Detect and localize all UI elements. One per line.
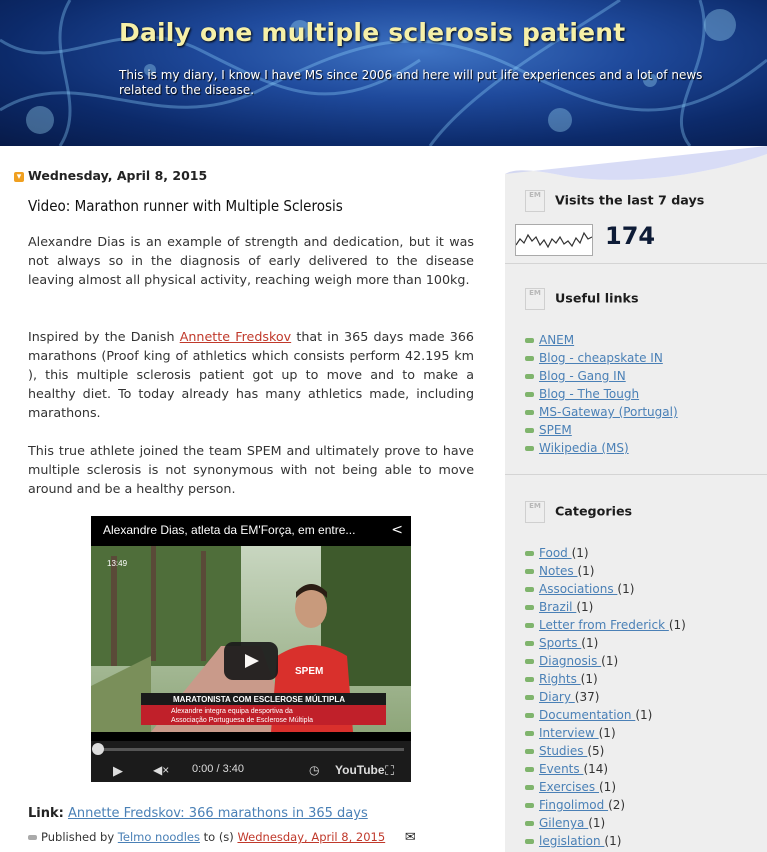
category-link[interactable]: Gilenya [539, 816, 589, 830]
sidebar-separator [505, 474, 767, 475]
bullet-icon [525, 731, 534, 736]
bullet-icon [525, 338, 534, 343]
link-label: Link: [28, 806, 64, 821]
bullet-icon [525, 749, 534, 754]
category-count: (1) [581, 636, 599, 650]
category-link[interactable]: Food [539, 546, 572, 560]
bullet-icon [525, 821, 534, 826]
category-count: (2) [608, 798, 626, 812]
list-item [525, 706, 686, 724]
list-item [525, 331, 678, 349]
blog-title[interactable]: Daily one multiple sclerosis patient [119, 18, 626, 47]
category-count: (1) [635, 708, 653, 722]
category-link[interactable]: Studies [539, 744, 588, 758]
category-link[interactable]: Associations [539, 582, 618, 596]
category-count: (14) [583, 762, 609, 776]
post-title[interactable]: Video: Marathon runner with Multiple Sclerosis [28, 197, 343, 215]
category-link[interactable]: Diagnosis [539, 654, 602, 668]
bullet-icon [525, 374, 534, 379]
mute-volume-icon[interactable]: ◀× [153, 763, 170, 777]
category-count: (5) [587, 744, 605, 758]
p2-text-before: Inspired by the Danish [28, 329, 180, 344]
category-count: (1) [601, 654, 619, 668]
category-count: (1) [588, 816, 606, 830]
bullet-icon [525, 410, 534, 415]
list-item [525, 778, 686, 796]
category-link[interactable]: Notes [539, 564, 578, 578]
video-frame-illustration [91, 546, 411, 732]
byline-to: to (s) [203, 830, 234, 844]
visits-count: 174 [605, 222, 656, 250]
list-item [525, 544, 686, 562]
useful-links-list [525, 331, 678, 457]
blog-header [0, 0, 767, 146]
author-link[interactable]: Telmo noodles [117, 830, 200, 844]
bullet-icon [525, 695, 534, 700]
bullet-icon [525, 392, 534, 397]
list-item [525, 796, 686, 814]
youtube-video-embed[interactable] [91, 516, 411, 782]
categories-widget-title [525, 501, 632, 523]
useful-links-widget-title [525, 288, 639, 310]
sidebar [505, 146, 767, 852]
useful-link-anem[interactable]: ANEM [539, 333, 575, 347]
visits-sparkline [515, 224, 593, 256]
post-byline [28, 830, 416, 845]
bullet-icon [525, 587, 534, 592]
category-link[interactable]: Letter from Frederick [539, 618, 669, 632]
bullet-icon [525, 785, 534, 790]
bullet-icon [525, 551, 534, 556]
sidebar-separator [505, 263, 767, 264]
category-link[interactable]: Fingolimod [539, 798, 609, 812]
bullet-icon [525, 446, 534, 451]
em-logo-icon: EM [525, 501, 545, 523]
category-link[interactable]: Sports [539, 636, 582, 650]
visits-widget-title [525, 190, 704, 212]
watch-later-clock-icon[interactable]: ◷ [309, 763, 320, 777]
video-thumbnail[interactable] [91, 546, 411, 732]
post-link-line [28, 806, 368, 821]
list-item [525, 421, 678, 439]
category-count: (1) [668, 618, 686, 632]
list-item [525, 742, 686, 760]
category-link[interactable]: Interview [539, 726, 599, 740]
list-item [525, 385, 678, 403]
sidebar-wave-decoration [505, 146, 767, 186]
em-logo-icon: EM [525, 288, 545, 310]
list-item [525, 580, 686, 598]
list-item [525, 634, 686, 652]
bullet-icon [525, 713, 534, 718]
date-bullet-icon: ▾ [14, 172, 24, 182]
categories-title: Categories [555, 503, 633, 519]
list-item [525, 367, 678, 385]
tv-caption-main: MARATONISTA COM ESCLEROSE MÚLTIPLA [173, 695, 345, 704]
category-count: (1) [599, 780, 616, 794]
useful-link-cheapskate[interactable]: Blog - cheapskate IN [539, 351, 663, 365]
post-date: Wednesday, April 8, 2015 [28, 168, 208, 183]
annette-fredskov-article-link[interactable]: Annette Fredskov: 366 marathons in 365 days [67, 806, 368, 821]
post-timestamp-link[interactable]: Wednesday, April 8, 2015 [237, 830, 386, 844]
useful-link-ms-gateway[interactable]: MS-Gateway (Portugal) [539, 405, 678, 419]
post-paragraph-3: This true athlete joined the team SPEM and ultimately prove to have multiple sclerosis is not synonymous with not being able to move around and be a healthy person. [28, 443, 474, 496]
list-item [525, 562, 686, 580]
broadcast-clock: 13:49 [107, 559, 128, 568]
bullet-icon [525, 623, 534, 628]
useful-link-gang[interactable]: Blog - Gang IN [539, 369, 626, 383]
list-item [525, 652, 686, 670]
email-post-icon[interactable]: ✉ [404, 830, 416, 845]
bullet-icon [525, 803, 534, 808]
bullet-icon [525, 428, 534, 433]
bullet-icon [525, 677, 534, 682]
list-item [525, 688, 686, 706]
share-icon[interactable]: < [391, 522, 403, 538]
list-item [525, 439, 678, 457]
useful-link-spem[interactable]: SPEM [539, 423, 572, 437]
category-count: (1) [577, 564, 595, 578]
list-item [525, 670, 686, 688]
video-progress-bar[interactable] [98, 748, 404, 751]
play-icon[interactable]: ▶ [113, 763, 123, 778]
list-item [525, 616, 686, 634]
category-count: (1) [598, 726, 616, 740]
category-count: (37) [574, 690, 600, 704]
em-logo-icon: EM [525, 190, 545, 212]
video-scrubber-handle[interactable] [92, 743, 104, 755]
categories-list [525, 544, 686, 850]
tv-caption-sub-2: Associação Portuguesa de Esclerose Múltipla [171, 717, 314, 724]
category-count: (1) [617, 582, 635, 596]
list-item [525, 349, 678, 367]
list-item [525, 598, 686, 616]
bullet-icon [525, 569, 534, 574]
bullet-icon [525, 641, 534, 646]
bullet-icon [525, 605, 534, 610]
fullscreen-icon[interactable]: ⛶ [385, 763, 395, 778]
post-date-header [14, 168, 207, 183]
visits-title: Visits the last 7 days [555, 192, 705, 208]
category-link[interactable]: Brazil [539, 600, 577, 614]
video-time: 0:00 / 3:40 [192, 763, 244, 775]
annette-fredskov-link[interactable]: Annette Fredskov [179, 329, 292, 344]
list-item [525, 760, 686, 778]
category-count: (1) [580, 672, 598, 686]
list-item [525, 724, 686, 742]
bullet-icon [525, 659, 534, 664]
bullet-icon [525, 839, 534, 844]
useful-link-wikipedia[interactable]: Wikipedia (MS) [539, 441, 629, 455]
category-link[interactable]: Rights [539, 672, 581, 686]
tv-caption-sub-1: Alexandre integra equipa desportiva da [171, 708, 293, 715]
play-button-icon[interactable] [224, 642, 278, 680]
list-item [525, 814, 686, 832]
bullet-icon [525, 767, 534, 772]
useful-links-title: Useful links [555, 290, 639, 306]
list-item [525, 832, 686, 850]
byline-bullet-icon [28, 835, 37, 840]
bullet-icon [525, 356, 534, 361]
main-column [0, 146, 505, 852]
byline-published-by: Published by [41, 830, 115, 844]
category-link[interactable]: Diary [539, 690, 575, 704]
category-count: (1) [604, 834, 622, 848]
category-link[interactable]: Documentation [539, 708, 636, 722]
blog-description: This is my diary, I know I have MS since 2006 and here will put life experiences and a lot of news related to the disease. [119, 68, 703, 97]
category-count: (1) [576, 600, 594, 614]
post-paragraph-2 [28, 327, 474, 422]
category-link[interactable]: Exercises [539, 780, 599, 794]
useful-link-tough[interactable]: Blog - The Tough [539, 387, 640, 401]
post-paragraph-1: Alexandre Dias is an example of strength and dedication, but it was not always so in the diagnosis of early delivered to the disease leaving almost all physical activity, reaching weigh more than 100kg. [28, 234, 474, 287]
category-link[interactable]: Events [539, 762, 584, 776]
p2-text-after: that in 365 days made 366 marathons (Proof king of athletics which consists perform 42.195 km ), this multiple sclerosis patient got up to move and to make a healthy diet. To today already has many athletics made, including marathons. [28, 329, 475, 420]
list-item [525, 403, 678, 421]
shirt-logo: SPEM [295, 666, 324, 677]
category-link[interactable]: legislation [539, 834, 605, 848]
category-count: (1) [571, 546, 589, 560]
youtube-logo[interactable]: YouTube [335, 763, 385, 777]
video-title[interactable]: Alexandre Dias, atleta da EM'Força, em entre... [103, 523, 356, 537]
